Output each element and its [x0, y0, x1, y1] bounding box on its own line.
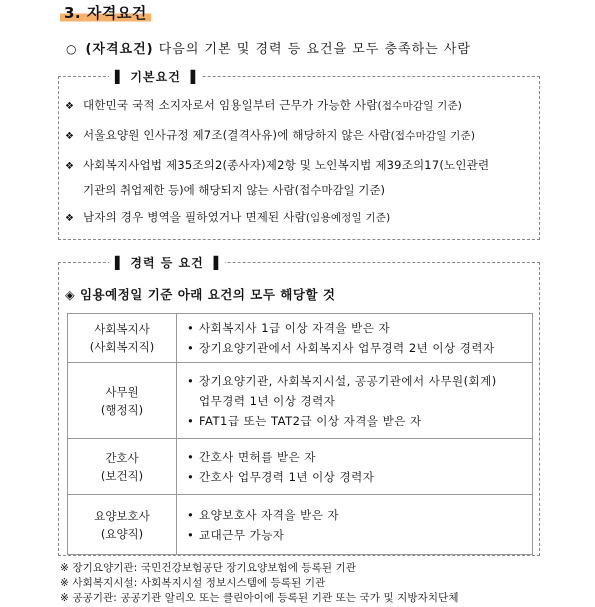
footnote: ※ 사회복지시설: 사회복지시설 정보시스템에 등록된 기관 [60, 577, 326, 589]
basic-item [65, 127, 475, 143]
basic-item-continuation [83, 182, 385, 198]
role-cell [68, 495, 177, 555]
role-cell [68, 363, 177, 439]
circle-bullet-icon: ○ [66, 42, 78, 56]
requirement-item [187, 318, 524, 338]
footnote: ※ 공공기관: 공공기관 알리오 또는 클린아이에 등록된 기관 또는 국가 및 지방자치단체 [60, 592, 459, 604]
dot-bullet-icon: • [187, 321, 195, 335]
dot-bullet-icon: • [187, 341, 195, 355]
table-row [68, 439, 533, 495]
requirements-cell [177, 495, 533, 555]
dot-bullet-icon: • [187, 469, 195, 484]
role-cell [68, 439, 177, 495]
role-subtitle: (요양직) [100, 526, 144, 541]
requirement-text: 장기요양기관, 사회복지시설, 공공기관에서 사무원(회계) [199, 373, 497, 388]
requirement-text: 장기요양기관에서 사회복지사 업무경력 2년 이상 경력자 [199, 341, 495, 355]
role-title: 간호사 [105, 450, 139, 465]
dot-bullet-icon: • [187, 373, 195, 388]
diamond-bullet-icon: ❖ [65, 101, 75, 112]
qualification-text: 다음의 기본 및 경력 등 요건을 모두 충족하는 사람 [158, 42, 471, 57]
table-row [68, 314, 533, 363]
basic-item-main: 사회복지사업법 제35조의2(종사자)제2항 및 노인복지법 제39조의17(노인관련 [83, 158, 490, 172]
career-requirements-title: 경력 등 요건 [130, 256, 204, 270]
dot-bullet-icon: • [187, 413, 195, 428]
basic-requirements-title: 기본요건 [130, 70, 181, 84]
diamond-bullet-icon: ❖ [65, 213, 75, 224]
requirements-cell [177, 314, 533, 363]
basic-requirements-box [58, 70, 540, 240]
label-bar-right-icon: ▐ [185, 70, 197, 84]
basic-item-note: (임용예정일 기준) [305, 212, 391, 224]
career-requirements-table [67, 313, 533, 555]
requirement-text: 요양보호사 자격을 받은 자 [199, 507, 340, 522]
role-subtitle: (사회복지직) [89, 340, 155, 354]
role-title: 사무원 [105, 384, 139, 399]
requirement-text: 사회복지사 1급 이상 자격을 받은 자 [199, 321, 391, 335]
basic-item-note: (접수마감일 기준) [294, 183, 386, 197]
requirement-item [187, 391, 524, 411]
requirement-text: 교대근무 가능자 [199, 527, 285, 542]
role-title: 사회복지사 [94, 322, 150, 336]
section-title: 3. 자격요건 [60, 2, 151, 23]
role-cell [68, 314, 177, 363]
dot-bullet-icon: • [187, 527, 195, 542]
table-row [68, 363, 533, 439]
label-bar-left-icon: ▌ [115, 256, 126, 270]
requirement-item [187, 411, 524, 431]
requirement-item [187, 338, 524, 358]
dot-bullet-icon: • [187, 449, 195, 464]
basic-item-note: (접수마감일 기준) [390, 130, 476, 142]
label-bar-right-icon: ▐ [208, 256, 220, 270]
basic-item [65, 97, 462, 113]
career-subhead: ◈ 임용예정일 기준 아래 요건의 모두 해당할 것 [65, 287, 336, 302]
footnote: ※ 장기요양기관: 국민건강보험공단 장기요양보험에 등록된 기관 [60, 562, 357, 574]
diamond-bullet-icon: ❖ [65, 131, 75, 142]
basic-item-main: 기관의 취업제한 등)에 해당되지 않는 사람 [83, 183, 295, 197]
qualification-label: (자격요건) [85, 42, 154, 57]
requirement-text: 업무경력 1년 이상 경력자 [199, 393, 336, 408]
qualification-line [66, 38, 471, 57]
requirements-cell [177, 439, 533, 495]
role-subtitle: (보건직) [100, 468, 144, 483]
requirement-text: FAT1급 또는 TAT2급 이상 자격을 받은 자 [199, 413, 422, 428]
requirement-text: 간호사 면허를 받은 자 [199, 449, 316, 464]
requirements-cell [177, 363, 533, 439]
basic-item [65, 157, 489, 173]
requirement-item [187, 447, 524, 467]
dot-bullet-icon: • [187, 507, 195, 522]
basic-item-note: (접수마감일 기준) [377, 100, 463, 112]
basic-item [65, 209, 390, 225]
table-row [68, 495, 533, 555]
career-requirements-label [109, 254, 225, 271]
role-title: 요양보호사 [94, 508, 150, 523]
requirement-item [187, 371, 524, 391]
requirement-item [187, 525, 524, 545]
basic-item-main: 서울요양원 인사규정 제7조(결격사유)에 해당하지 않은 사람 [83, 128, 391, 142]
basic-item-main: 남자의 경우 병역을 필하였거나 면제된 사람 [83, 210, 306, 224]
basic-requirements-label [109, 68, 202, 85]
requirement-item [187, 505, 524, 525]
label-bar-left-icon: ▌ [115, 70, 126, 84]
basic-item-main: 대한민국 국적 소지자로서 임용일부터 근무가 가능한 사람 [83, 98, 378, 112]
requirement-item [187, 467, 524, 487]
role-subtitle: (행정직) [100, 402, 144, 417]
career-requirements-box [58, 256, 540, 556]
diamond-bullet-icon: ❖ [65, 161, 75, 172]
requirement-text: 간호사 업무경력 1년 이상 경력자 [199, 469, 375, 484]
